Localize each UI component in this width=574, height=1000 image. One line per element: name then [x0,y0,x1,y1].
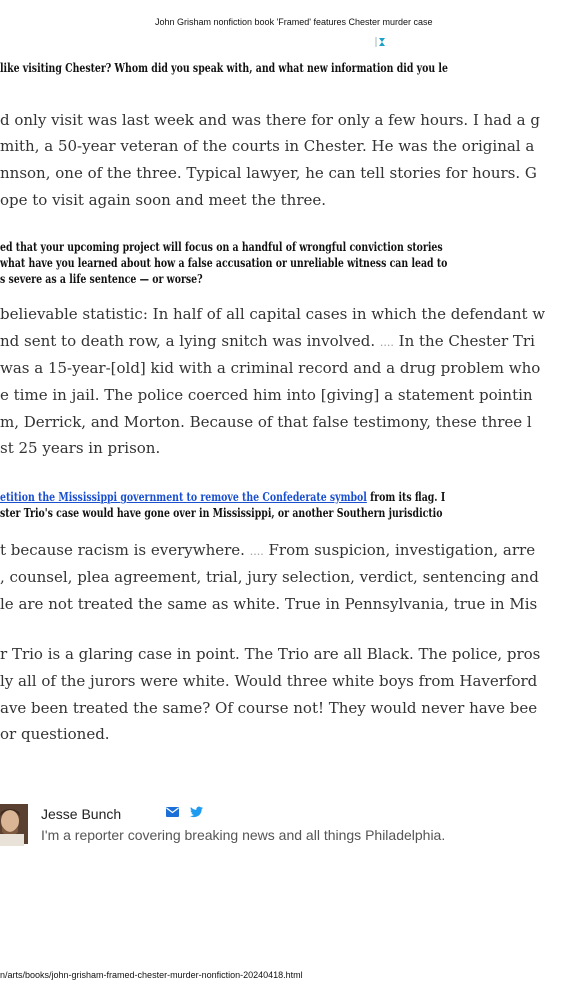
question-3-line: ster Trio's case would have gone over in Mississippi, or another Southern jurisdictio [0,506,443,520]
answer-4-line: r Trio is a glaring case in point. The Trio are all Black. The police, pros [0,645,541,663]
question-1: like visiting Chester? Whom did you speak with, and what new information did you le [0,61,448,75]
mail-icon[interactable] [166,807,179,817]
answer-4-line: ave been treated the same? Of course not! They would never have bee [0,699,538,717]
ellipsis: .... [249,545,264,558]
answer-2-line: m, Derrick, and Morton. Because of that false testimony, these three l [0,413,532,431]
author-bio: I'm a reporter covering breaking news and all things Philadelphia. [41,827,446,843]
question-2-line: s severe as a life sentence — or worse? [0,272,203,286]
question-2-line: what have you learned about how a false accusation or unreliable witness can lead to [0,256,448,270]
avatar-photo-icon [0,804,28,844]
answer-2-line: believable statistic: In half of all capital cases in which the defendant w [0,305,546,323]
answer-4-line: or questioned. [0,725,110,743]
answer-3-line: le are not treated the same as white. True in Pennsylvania, true in Mis [0,595,538,613]
ellipsis: .... [379,336,394,349]
answer-1-line: ope to visit again soon and meet the three. [0,191,327,209]
answer-1-line: nnson, one of the three. Typical lawyer, he can tell stories for hours. G [0,164,537,182]
twitter-icon[interactable] [190,806,203,818]
answer-1-line: d only visit was last week and was there for only a few hours. I had a g [0,111,540,129]
confederate-symbol-link[interactable]: etition the Mississippi government to remove the Confederate symbol [0,490,367,504]
answer-1-line: mith, a 50-year veteran of the courts in Chester. He was the original a [0,137,535,155]
question-2-line: ed that your upcoming project will focus on a handful of wrongful conviction stories [0,240,443,254]
author-card [0,800,500,860]
question-3-line: etition the Mississippi government to remove the Confederate symbol from its flag. I [0,490,446,504]
author-name[interactable]: Jesse Bunch [41,806,122,822]
answer-2-line: nd sent to death row, a lying snitch was involved. .... In the Chester Tri [0,332,535,350]
answer-3-line: t because racism is everywhere. .... From suspicion, investigation, arre [0,541,536,559]
answer-3-line: , counsel, plea agreement, trial, jury selection, verdict, sentencing and [0,568,539,586]
answer-2-line: was a 15-year-[old] kid with a criminal record and a drug problem who [0,359,541,377]
answer-4-line: ly all of the jurors were white. Would three white boys from Haverford [0,672,538,690]
answer-2-line: e time in jail. The police coerced him into [giving] a statement pointin [0,386,533,404]
page-header-title: John Grisham nonfiction book 'Framed' features Chester murder case [155,17,433,27]
answer-2-line: st 25 years in prison. [0,439,161,457]
page-url: n/arts/books/john-grisham-framed-chester-murder-nonfiction-20240418.html [0,970,303,980]
avatar[interactable] [0,804,28,844]
